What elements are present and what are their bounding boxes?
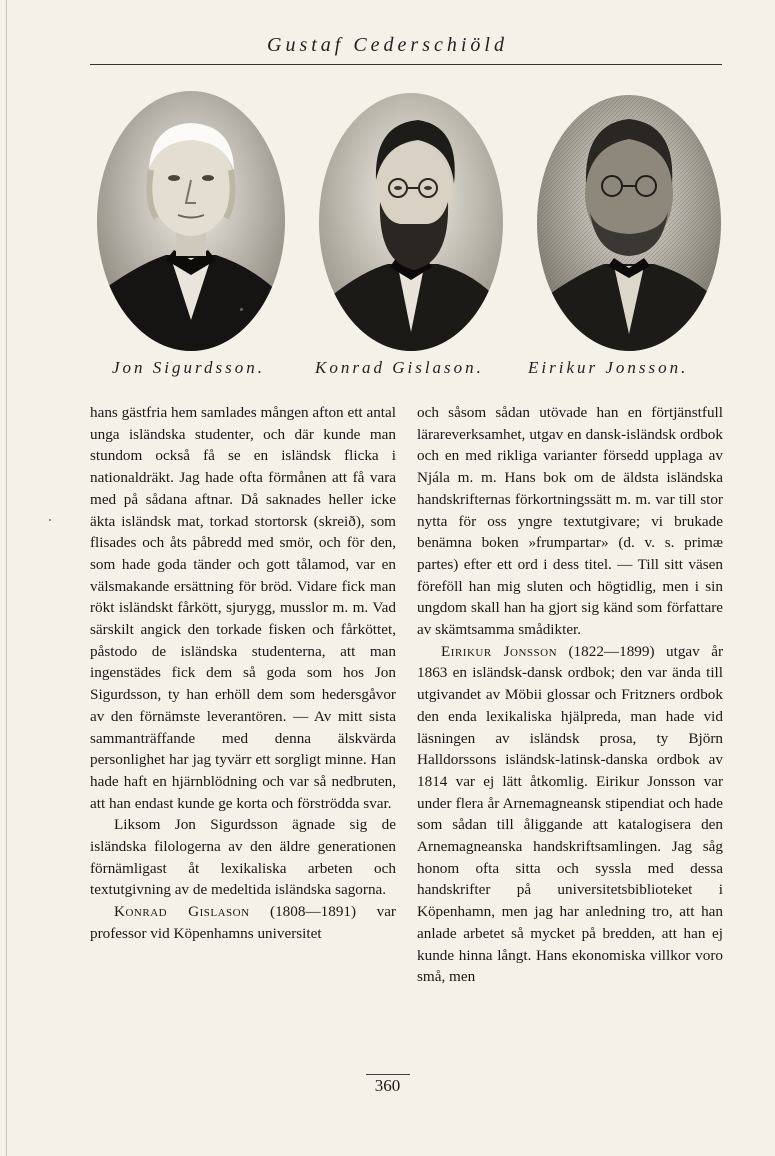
right-paragraph-2 bbox=[417, 641, 723, 988]
left-paragraph-2: Liksom Jon Sigurdsson ägnade sig de isländska filologerna av den äldre generationen förnämligast åt lexikaliska arbeten och textutgivning av de medeltida isländska sagorna. bbox=[90, 816, 396, 899]
caption-konrad-gislason: Konrad Gislason. bbox=[315, 358, 484, 377]
scan-speck bbox=[240, 308, 243, 311]
running-head: Gustaf Cederschiöld bbox=[267, 34, 508, 56]
portrait-konrad-gislason bbox=[318, 92, 504, 352]
caption-eirikur-jonsson: Eirikur Jonsson. bbox=[528, 358, 689, 377]
left-paragraph-3-text: (1808—1891) var professor vid Köpenhamns universitet bbox=[90, 903, 396, 942]
left-paragraph-1: hans gästfria hem samlades mången afton ett antal unga isländska studenter, och där kunde man stundom också få se en isländsk flicka i nationaldräkt. Jag hade ofta förmånen att få vara med på sådana aftnar. Då saknades heller icke äkta isländsk mat, torkad stortorsk (skreið), som flisades och åts påbredd med smör, och för den, som hade goda tänder och gott tålamod, var en välsmakande ersättning för bröd. Vidare fick man rökt isländskt fårkött, sjurygg, musslor m. m. Vad särskilt angick den torkade fisken och fårköttet, påstodo de isländska studenterna, att man ingenstädes fick dem så goda som hos Jon Sigurdsson, ty han erhöll dem som hedersgåvor av den förnämste leverantören. — Av mitt sista sammanträffande med denna älskvärda personlighet har jag tyvärr ett sorgligt minne. Han hade haft en hjärnblödning och var så nedbruten, att han endast kunde ge korta och förströdda svar. bbox=[90, 404, 396, 812]
page-number: 360 bbox=[374, 1076, 401, 1095]
header-rule bbox=[90, 64, 722, 65]
left-column bbox=[90, 402, 396, 945]
scan-speck bbox=[49, 519, 51, 521]
right-column bbox=[417, 402, 723, 988]
caption-jon-sigurdsson: Jon Sigurdsson. bbox=[112, 358, 265, 377]
name-konrad-gislason: Konrad Gislason bbox=[114, 903, 250, 921]
right-paragraph-2-text: (1822—1899) utgav år 1863 en isländsk-dansk ordbok; den var ända till utgivandet av Möbii glossar och Fritzners ordbok den enda lexikaliska hjälpreda, man hade vid läsningen av isländsk prosa, ty Björn Halldorssons isländsk-latinsk-danska ordbok av 1814 var ej lätt åtkomlig. Eirikur Jonsson var under flera år Arnemagneansk stipendiat och hade som sådan till åliggande att katalogisera den Arnemagneanska handskriftsamlingen. Jag såg honom ofta sitta och syssla med dessa handskrifter på universitetsbiblioteket i Köpenhamn, men jag har anledning tro, att han anlade arbetet så mycket på bredden, att han ej kunde hinna långt. Hans ekonomiska villkor voro små, men bbox=[417, 642, 723, 986]
right-paragraph-1: och såsom sådan utövade han en förtjänstfull lärareverksamhet, utgav en dansk-isländsk ordbok och en med rikliga varianter försedd upplaga av Njála m. m. Hans bok om de äldsta isländska handskrifternas förkortningssätt m. m. var till stor nytta för oss yngre textutgivare; vi brukade benämna boken »frumpartar» (d. v. s. primæ partes) efter ett ord i dess titel. — Till sitt väsen föreföll han mig sluten och högtidlig, men i sin ungdom skall han ha gjort sig känd som författare av skämtsamma smådikter. bbox=[417, 404, 723, 639]
portrait-jon-sigurdsson bbox=[96, 90, 286, 352]
scan-edge bbox=[6, 0, 7, 1156]
portrait-eirikur-jonsson bbox=[536, 94, 722, 352]
left-paragraph-3 bbox=[90, 901, 396, 944]
folio-rule bbox=[366, 1074, 410, 1075]
name-eirikur-jonsson: Eirikur Jonsson bbox=[441, 642, 558, 660]
